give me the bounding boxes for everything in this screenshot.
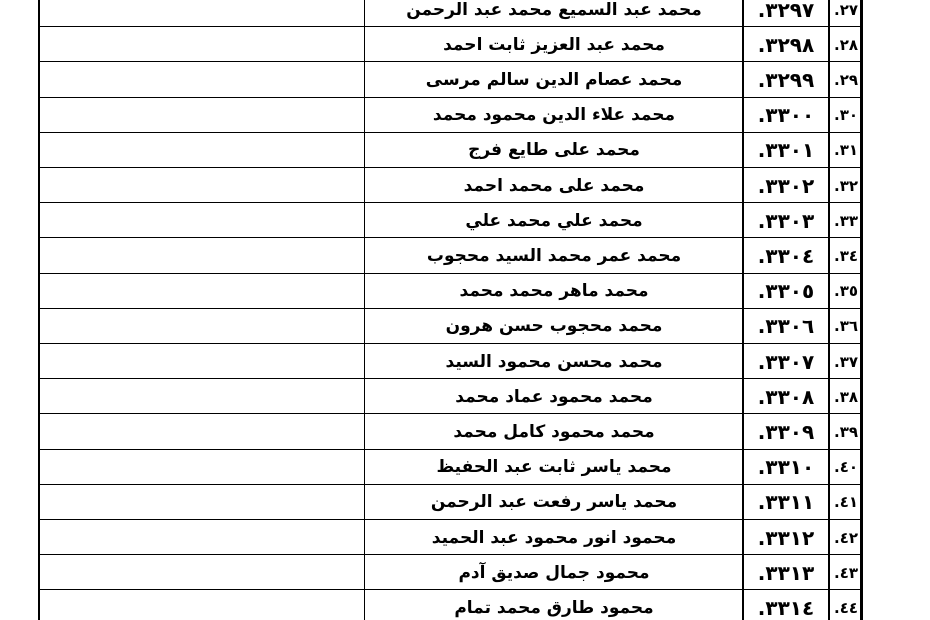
- student-name-cell: محمد عبد السميع محمد عبد الرحمن: [406, 0, 702, 20]
- blank-cell: [38, 98, 365, 133]
- row-number-cell: ٣٨.: [834, 387, 859, 406]
- seat-number-cell: ٣٣١٢.: [757, 525, 815, 550]
- seat-number-cell: ٣٣٠٦.: [757, 314, 815, 339]
- student-name-cell: محمد محسن محمود السيد: [445, 351, 663, 372]
- row-number-cell: ٣٢.: [834, 176, 859, 195]
- table-row: [38, 520, 863, 555]
- student-name-cell: محمد على طايع فرج: [468, 140, 640, 161]
- blank-cell: [38, 238, 365, 273]
- seat-number-cell: ٣٣٠٧.: [757, 349, 815, 374]
- row-number-cell: ٤٠.: [834, 458, 859, 477]
- seat-number-cell: ٣٣١١.: [757, 490, 815, 515]
- blank-cell: [38, 309, 365, 344]
- table-row: [38, 98, 863, 133]
- blank-cell: [38, 168, 365, 203]
- student-name-cell: محمد علاء الدين محمود محمد: [432, 105, 676, 126]
- student-name-cell: محمود جمال صديق آدم: [458, 562, 650, 583]
- seat-number-cell: ٣٢٩٩.: [757, 67, 815, 92]
- table-row: [38, 274, 863, 309]
- column-divider-name: [364, 0, 365, 620]
- table-row: [38, 450, 863, 485]
- table-row: [38, 555, 863, 590]
- row-number-cell: ٣٠.: [834, 106, 859, 125]
- blank-cell: [38, 555, 365, 590]
- table-border-left: [38, 0, 40, 620]
- blank-cell: [38, 133, 365, 168]
- row-number-cell: ٤٢.: [834, 528, 859, 547]
- blank-cell: [38, 520, 365, 555]
- table-row: [38, 168, 863, 203]
- seat-number-cell: ٣٣١٣.: [757, 560, 815, 585]
- blank-cell: [38, 379, 365, 414]
- blank-cell: [38, 0, 365, 27]
- blank-cell: [38, 62, 365, 97]
- row-number-cell: ٢٧.: [834, 0, 859, 19]
- student-table: [38, 0, 863, 620]
- table-row: [38, 309, 863, 344]
- table-row: [38, 203, 863, 238]
- row-number-cell: ٣٣.: [834, 211, 859, 230]
- row-number-cell: ٣١.: [834, 141, 859, 160]
- row-number-cell: ٣٧.: [834, 352, 859, 371]
- seat-number-cell: ٣٣٠٢.: [757, 173, 815, 198]
- row-number-cell: ٢٩.: [834, 70, 859, 89]
- row-number-cell: ٤٣.: [834, 563, 859, 582]
- seat-number-cell: ٣٣٠٥.: [757, 279, 815, 304]
- row-number-cell: ٤١.: [834, 493, 859, 512]
- table-row: [38, 62, 863, 97]
- student-name-cell: محمد عبد العزيز ثابت احمد: [443, 34, 665, 55]
- blank-cell: [38, 27, 365, 62]
- row-number-cell: ٣٩.: [834, 422, 859, 441]
- table-row: [38, 0, 863, 27]
- table-row: [38, 590, 863, 620]
- student-name-cell: محمد محمود كامل محمد: [453, 421, 655, 442]
- student-name-cell: محمد على محمد احمد: [463, 175, 645, 196]
- seat-number-cell: ٣٣١٤.: [757, 595, 815, 620]
- seat-number-cell: ٣٢٩٨.: [757, 32, 815, 57]
- blank-cell: [38, 414, 365, 449]
- seat-number-cell: ٣٣٠٨.: [757, 384, 815, 409]
- table-border-right: [860, 0, 863, 620]
- table-row: [38, 414, 863, 449]
- student-name-cell: محمد عمر محمد السيد محجوب: [426, 245, 682, 266]
- seat-number-cell: ٣٢٩٧.: [757, 0, 815, 22]
- blank-cell: [38, 590, 365, 620]
- student-name-cell: محمود انور محمود عبد الحميد: [431, 527, 677, 548]
- seat-number-cell: ٣٣١٠.: [757, 455, 815, 480]
- blank-cell: [38, 274, 365, 309]
- table-row: [38, 238, 863, 273]
- table-row: [38, 379, 863, 414]
- row-number-cell: ٣٦.: [834, 317, 859, 336]
- blank-cell: [38, 485, 365, 520]
- column-divider-number: [828, 0, 830, 620]
- student-name-cell: محمد عصام الدين سالم مرسى: [425, 69, 683, 90]
- seat-number-cell: ٣٣٠٤.: [757, 243, 815, 268]
- student-name-cell: محمد ياسر رفعت عبد الرحمن: [430, 492, 678, 513]
- seat-number-cell: ٣٣٠٣.: [757, 208, 815, 233]
- student-name-cell: محمود طارق محمد تمام: [454, 597, 654, 618]
- student-name-cell: محمد محجوب حسن هرون: [445, 316, 663, 337]
- student-name-cell: محمد محمود عماد محمد: [455, 386, 653, 407]
- student-name-cell: محمد ماهر محمد محمد: [459, 281, 649, 302]
- seat-number-cell: ٣٣٠٩.: [757, 419, 815, 444]
- seat-number-cell: ٣٣٠٠.: [757, 103, 815, 128]
- table-row: [38, 27, 863, 62]
- blank-cell: [38, 344, 365, 379]
- row-number-cell: ٤٤.: [834, 598, 859, 617]
- row-number-cell: ٢٨.: [834, 35, 859, 54]
- blank-cell: [38, 203, 365, 238]
- table-row: [38, 133, 863, 168]
- table-row: [38, 485, 863, 520]
- column-divider-code: [742, 0, 744, 620]
- student-name-cell: محمد ياسر ثابت عبد الحفيظ: [436, 457, 672, 478]
- row-number-cell: ٣٥.: [834, 282, 859, 301]
- blank-cell: [38, 450, 365, 485]
- row-number-cell: ٣٤.: [834, 246, 859, 265]
- seat-number-cell: ٣٣٠١.: [757, 138, 815, 163]
- student-name-cell: محمد علي محمد علي: [465, 210, 643, 231]
- table-row: [38, 344, 863, 379]
